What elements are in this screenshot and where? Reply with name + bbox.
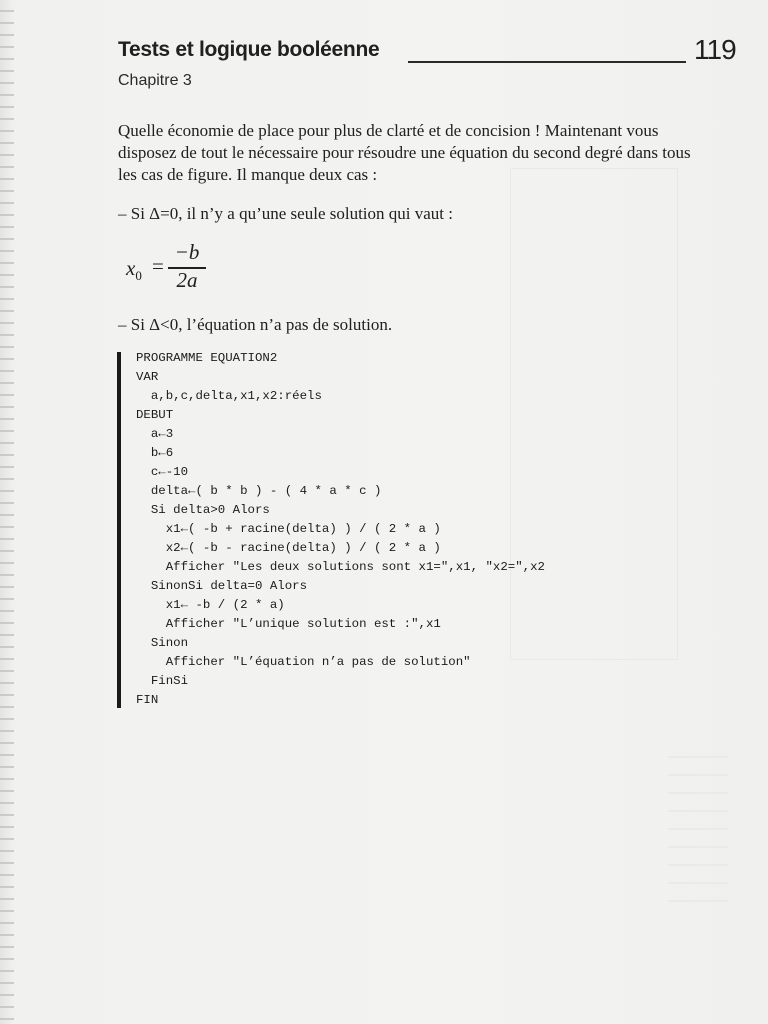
code-line: DEBUT <box>136 408 174 422</box>
code-block-bar <box>117 352 121 708</box>
code-line: Afficher "Les deux solutions sont x1=",x1, "x2=",x2 <box>136 560 545 574</box>
chapter-label: Chapitre 3 <box>118 72 192 89</box>
formula-x0 <box>126 242 246 302</box>
code-block <box>136 349 545 710</box>
formula-denominator: 2a <box>176 268 198 292</box>
code-line: a,b,c,delta,x1,x2:réels <box>136 389 322 403</box>
formula-lhs-subscript: 0 <box>135 268 142 283</box>
code-line: Sinon <box>136 636 189 650</box>
bleed-through-lines <box>668 740 728 910</box>
code-line: FinSi <box>136 674 189 688</box>
spiral-binding <box>0 0 14 1024</box>
case-delta-zero: – Si Δ=0, il n’y a qu’une seule solution qui vaut : <box>118 204 453 223</box>
formula-lhs <box>126 256 142 284</box>
code-line: a←3 <box>136 427 174 441</box>
code-line: FIN <box>136 693 159 707</box>
code-line: x1← -b / (2 * a) <box>136 598 285 612</box>
code-line: SinonSi delta=0 Alors <box>136 579 308 593</box>
case-delta-negative: – Si Δ<0, l’équation n’a pas de solution. <box>118 315 393 334</box>
formula-numerator: −b <box>174 240 200 264</box>
formula-lhs-var: x <box>126 256 136 280</box>
code-line: x1←( -b + racine(delta) ) / ( 2 * a ) <box>136 522 441 536</box>
formula-equals: = <box>152 254 164 278</box>
code-line: Si delta>0 Alors <box>136 503 270 517</box>
header-rule <box>408 61 686 63</box>
code-line: PROGRAMME EQUATION2 <box>136 351 278 365</box>
code-line: b←6 <box>136 446 174 460</box>
page-title: Tests et logique booléenne <box>118 38 380 61</box>
page-number: 119 <box>694 34 736 65</box>
code-line: c←-10 <box>136 465 189 479</box>
code-line: Afficher "L’équation n’a pas de solution" <box>136 655 471 669</box>
intro-paragraph: Quelle économie de place pour plus de clarté et de concision ! Maintenant vous disposez de tout le nécessaire pour résoudre une équation du second degré dans tous les cas de figure. Il manque deux cas : <box>118 121 691 184</box>
code-line: Afficher "L’unique solution est :",x1 <box>136 617 441 631</box>
code-line: VAR <box>136 370 159 384</box>
code-line: delta←( b * b ) - ( 4 * a * c ) <box>136 484 382 498</box>
code-line: x2←( -b - racine(delta) ) / ( 2 * a ) <box>136 541 441 555</box>
